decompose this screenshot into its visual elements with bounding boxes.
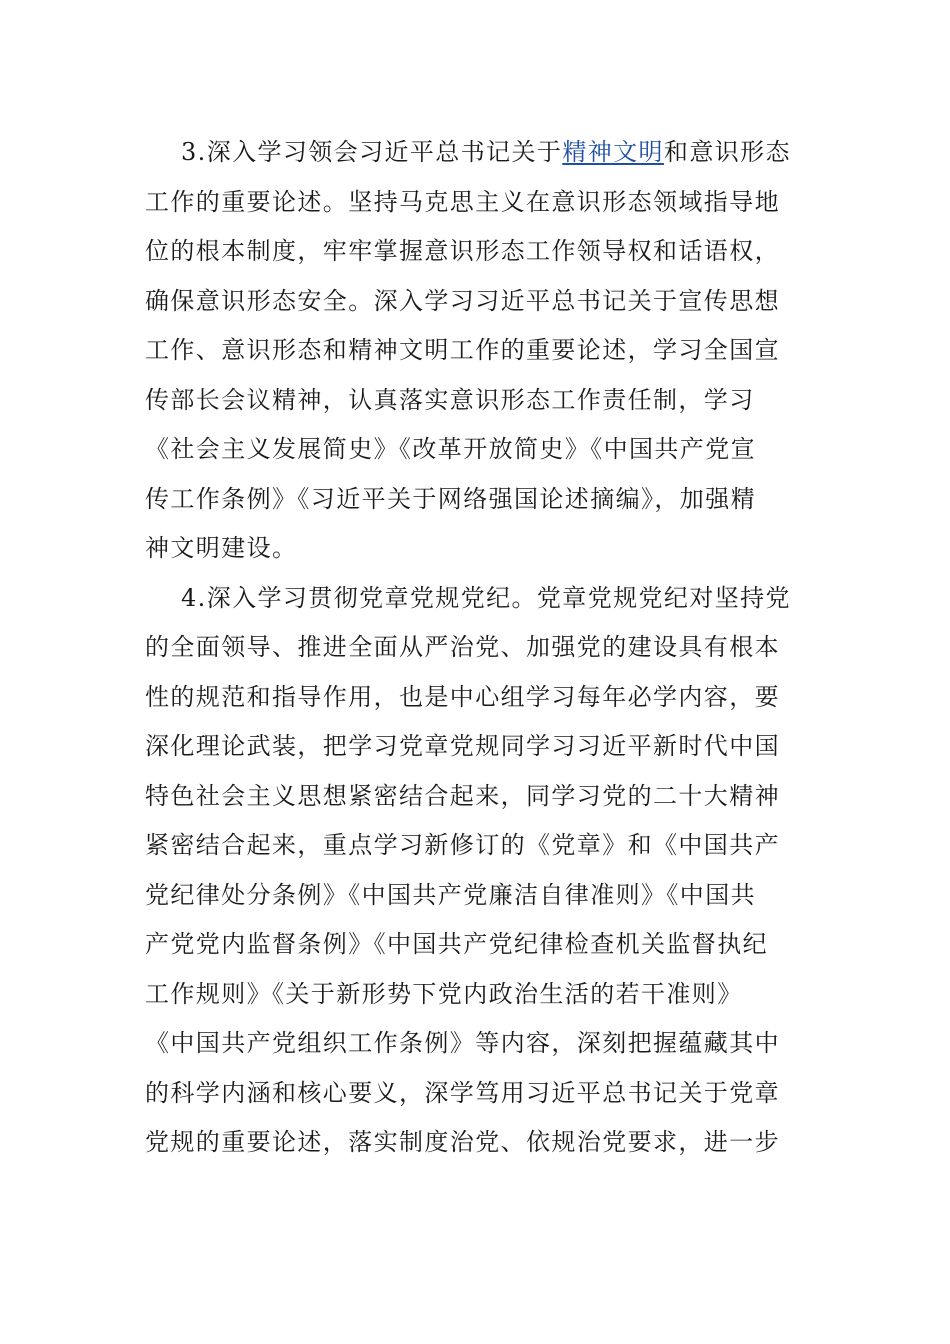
section-3-line: 神文明建设。 — [145, 534, 298, 562]
section-4-line: 特色社会主义思想紧密结合起来，同学习党的二十大精神 — [145, 781, 780, 810]
section-4-line-1: 4.深入学习贯彻党章党规党纪。党章党规党纪对坚持党 — [181, 583, 791, 612]
section-4-line: 性的规范和指导作用，也是中心组学习每年必学内容，要 — [145, 682, 780, 711]
section-3-line: 传部长会议精神，认真落实意识形态工作责任制，学习 — [145, 385, 755, 414]
section-4-line: 工作规则》《关于新形势下党内政治生活的若干准则》 — [145, 979, 743, 1008]
section-4-line: 党规的重要论述，落实制度治党、依规治党要求，进一步 — [145, 1128, 780, 1156]
section-4-line: 《中国共产党组织工作条例》等内容，深刻把握蕴藏其中 — [145, 1029, 780, 1057]
section-3-line: 工作、意识形态和精神文明工作的重要论述，学习全国宣 — [145, 336, 780, 364]
spiritual-civilization-link[interactable]: 精神文明 — [562, 138, 664, 166]
section-4-line: 深化理论武装，把学习党章党规同学习习近平新时代中国 — [145, 732, 780, 760]
section-4-line: 的全面领导、推进全面从严治党、加强党的建设具有根本 — [145, 633, 780, 661]
section-3-line: 传工作条例》《习近平关于网络强国论述摘编》，加强精 — [145, 484, 756, 513]
section-4-line: 紧密结合起来，重点学习新修订的《党章》和《中国共产 — [145, 831, 780, 859]
section-4-line: 党纪律处分条例》《中国共产党廉洁自律准则》《中国共 — [145, 880, 756, 909]
section-4-line: 产党党内监督条例》《中国共产党纪律检查机关监督执纪 — [145, 930, 768, 958]
section-3-heading-text: 3.深入学习领会习近平总书记关于 — [181, 138, 563, 166]
section-4-line: 的科学内涵和核心要义，深学笃用习近平总书记关于党章 — [145, 1078, 780, 1107]
section-3-heading-text-tail: 和意识形态 — [663, 138, 791, 166]
section-3-line: 位的根本制度，牢牢掌握意识形态工作领导权和话语权， — [145, 237, 780, 265]
document-body — [145, 128, 810, 1168]
section-3-line: 确保意识形态安全。深入学习习近平总书记关于宣传思想 — [145, 286, 780, 315]
section-3-line: 《社会主义发展简史》《改革开放简史》《中国共产党宣 — [145, 435, 756, 463]
section-3-line-1 — [145, 128, 810, 178]
section-3-line: 工作的重要论述。坚持马克思主义在意识形态领域指导地 — [145, 187, 780, 216]
